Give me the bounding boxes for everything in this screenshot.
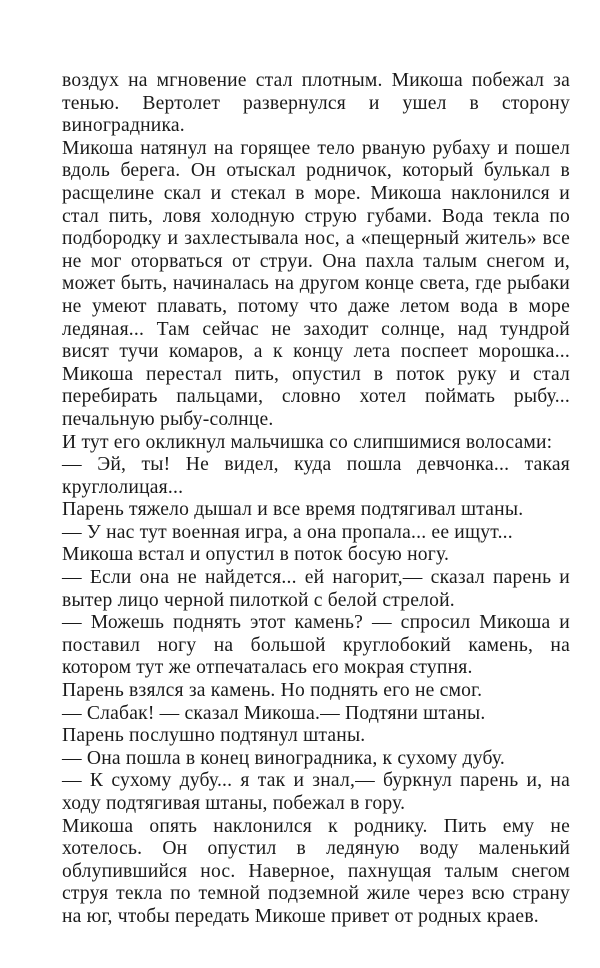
paragraph-10: Парень взялся за камень. Но поднять его не смог. — [62, 680, 483, 702]
paragraph-4: — Эй, ты! Не видел, куда пошла девчонка... такая круглолицая... — [62, 454, 570, 498]
paragraph-12: Парень послушно подтянул штаны. — [62, 725, 366, 747]
paragraph-2: Микоша натянул на горящее тело рваную рубаху и пошел вдоль берега. Он отыскал родничок, который булькал в расщелине скал и стекал в море. Микоша наклонился и стал пить, ловя холодную струю губами. Вода текла по подбородку и захлестывала нос, а «пещерный житель» все не мог оторваться от струи. Она пахла талым снегом и, может быть, начиналась на другом конце света, где рыбаки не умеют плавать, потому что даже летом вода в море ледяная... Там сейчас не заходит солнце, над тундрой висят тучи комаров, а к концу лета поспеет морошка... Микоша перестал пить, опустил в поток руку и стал перебирать пальцами, словно хотел поймать рыбу... печальную рыбу-солнце. — [62, 137, 570, 430]
paragraph-15: Микоша опять наклонился к роднику. Пить ему не хотелось. Он опустил в ледяную воду маленький облупившийся нос. Наверное, пахнущая талым снегом струя текла по темной подземной жиле через всю страну на юг, чтобы передать Микоше привет от родных краев. — [62, 815, 570, 927]
paragraph-9: — Можешь поднять этот камень? — спросил Микоша и поставил ногу на большой круглобокий камень, на котором тут же отпечаталась его мокрая ступня. — [62, 612, 570, 679]
paragraph-14: — К сухому дубу... я так и знал,— буркнул парень и, на ходу подтягивая штаны, побежал в гору. — [62, 770, 570, 814]
paragraph-8: — Если она не найдется... ей нагорит,— сказал парень и вытер лицо черной пилоткой с белой стрелой. — [62, 567, 570, 611]
paragraph-11: — Слабак! — сказал Микоша.— Подтяни штаны. — [62, 702, 486, 724]
paragraph-3: И тут его окликнул мальчишка со слипшимися волосами: — [62, 431, 553, 453]
paragraph-13: — Она пошла в конец виноградника, к сухому дубу. — [62, 747, 505, 769]
book-page — [62, 70, 570, 929]
paragraph-7: Микоша встал и опустил в поток босую ногу. — [62, 544, 450, 566]
paragraph-6: — У нас тут военная игра, а она пропала... ее ищут... — [62, 521, 513, 543]
paragraph-1: воздух на мгновение стал плотным. Микоша побежал за тенью. Вертолет развернулся и ушел в сторону виноградника. — [62, 70, 570, 137]
paragraph-5: Парень тяжело дышал и все время подтягивал штаны. — [62, 499, 524, 521]
